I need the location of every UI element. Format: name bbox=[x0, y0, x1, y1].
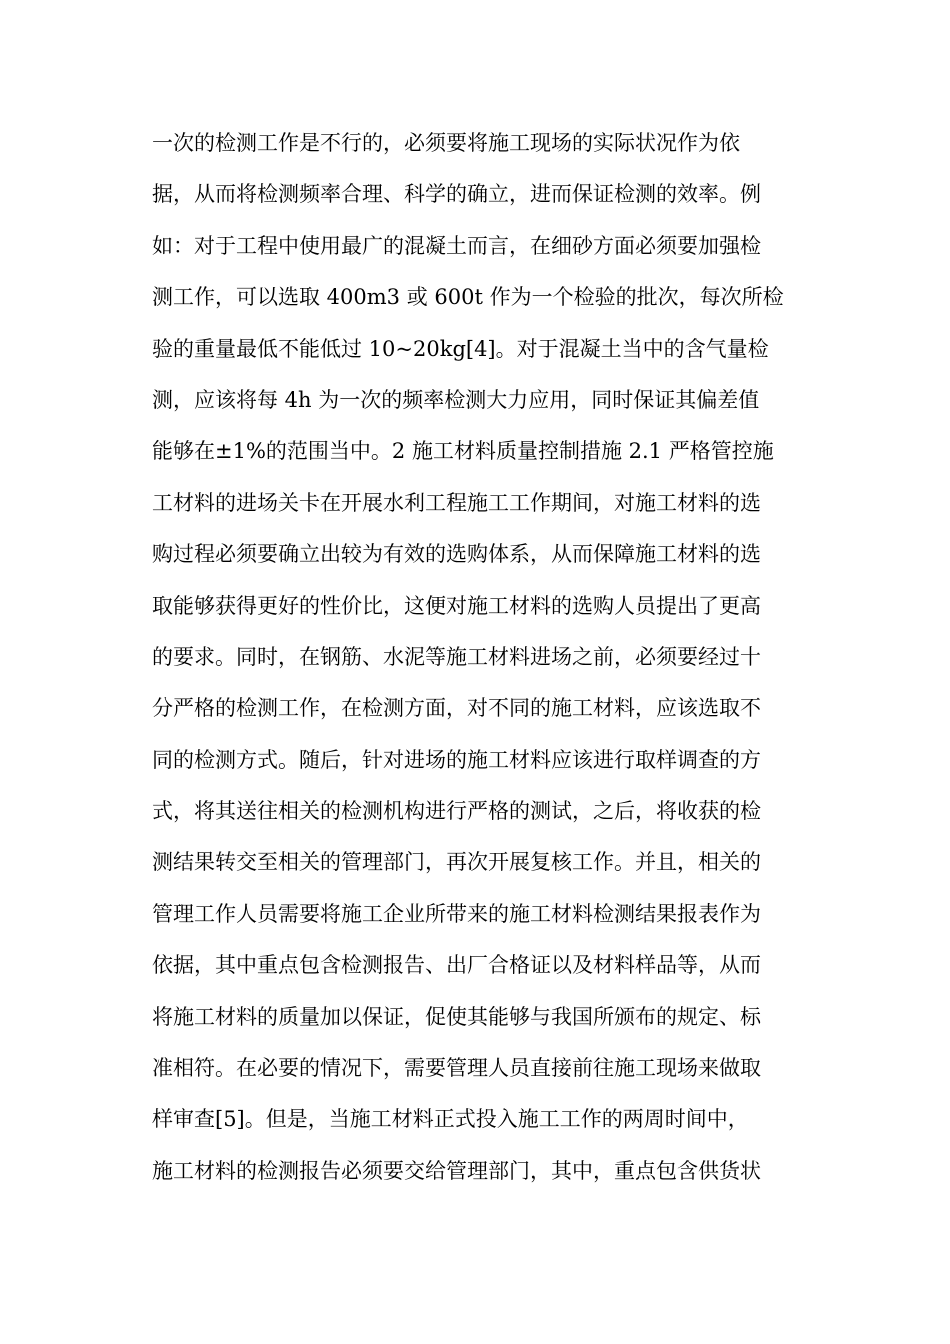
text-line: 测结果转交至相关的管理部门，再次开展复核工作。并且，相关的 bbox=[152, 850, 761, 875]
text-line: 工材料的进场关卡在开展水利工程施工工作期间，对施工材料的选 bbox=[152, 490, 761, 515]
text-line: 依据，其中重点包含检测报告、出厂合格证以及材料样品等，从而 bbox=[152, 953, 761, 978]
text-line: 分严格的检测工作，在检测方面，对不同的施工材料，应该选取不 bbox=[152, 696, 761, 721]
text-line: 式，将其送往相关的检测机构进行严格的测试，之后，将收获的检 bbox=[152, 799, 761, 824]
text-line: 的要求。同时，在钢筋、水泥等施工材料进场之前，必须要经过十 bbox=[152, 644, 761, 669]
text-line: 样审查[5]。但是，当施工材料正式投入施工工作的两周时间中， bbox=[152, 1107, 749, 1132]
text-line: 准相符。在必要的情况下，需要管理人员直接前往施工现场来做取 bbox=[152, 1056, 761, 1081]
text-line: 如：对于工程中使用最广的混凝土而言，在细砂方面必须要加强检 bbox=[152, 233, 761, 258]
text-line: 施工材料的检测报告必须要交给管理部门，其中，重点包含供货状 bbox=[152, 1158, 761, 1183]
text-line: 将施工材料的质量加以保证，促使其能够与我国所颁布的规定、标 bbox=[152, 1004, 761, 1029]
text-line: 能够在±1%的范围当中。2 施工材料质量控制措施 2.1 严格管控施 bbox=[152, 439, 774, 464]
text-line: 一次的检测工作是不行的，必须要将施工现场的实际状况作为依 bbox=[152, 131, 740, 155]
text-line: 管理工作人员需要将施工企业所带来的施工材料检测结果报表作为 bbox=[152, 901, 761, 926]
text-line: 据，从而将检测频率合理、科学的确立，进而保证检测的效率。例 bbox=[152, 182, 761, 207]
text-line: 测，应该将每 4h 为一次的频率检测大力应用，同时保证其偏差值 bbox=[152, 387, 760, 412]
body-text bbox=[152, 118, 812, 1197]
text-line: 同的检测方式。随后，针对进场的施工材料应该进行取样调查的方 bbox=[152, 747, 761, 772]
text-line: 测工作，可以选取 400m3 或 600t 作为一个检验的批次，每次所检 bbox=[152, 285, 784, 310]
text-line: 购过程必须要确立出较为有效的选购体系，从而保障施工材料的选 bbox=[152, 542, 761, 567]
text-line: 取能够获得更好的性价比，这便对施工材料的选购人员提出了更高 bbox=[152, 593, 761, 618]
text-line: 验的重量最低不能低过 10~20kg[4]。对于混凝土当中的含气量检 bbox=[152, 336, 769, 361]
